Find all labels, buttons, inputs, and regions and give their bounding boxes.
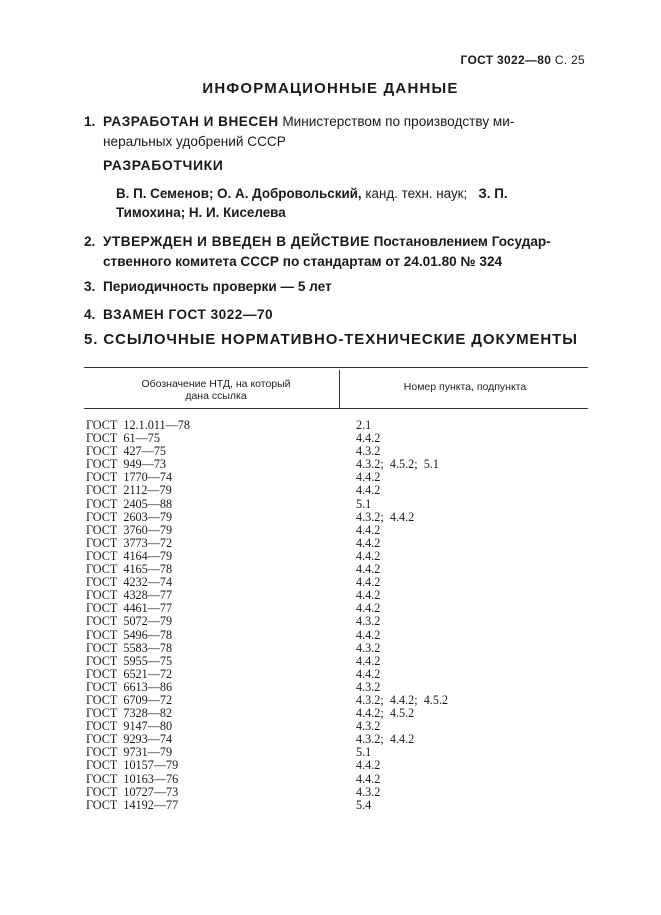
table-column-separator — [339, 370, 340, 408]
table-cell-clause: 4.4.2 — [356, 588, 381, 603]
table-cell-ntd: ГОСТ 6613—86 — [86, 679, 173, 694]
developer-name: Тимохина; — [116, 205, 186, 220]
table-cell-clause: 4.4.2 — [356, 522, 381, 537]
table-cell-clause: 2.1 — [356, 418, 372, 432]
table-cell-ntd: ГОСТ 2603—79 — [86, 509, 173, 524]
table-cell-clause: 4.4.2 — [356, 535, 381, 550]
table-cell-ntd: ГОСТ 6709—72 — [86, 692, 173, 707]
table-cell-clause: 4.3.2; 4.4.2; 4.5.2 — [356, 692, 449, 707]
table-cell-clause: 4.4.2 — [356, 666, 381, 681]
developer-name: О. А. Добровольский, — [217, 186, 362, 201]
table-cell-clause: 4.4.2 — [356, 548, 381, 563]
table-cell-clause: 4.3.2 — [356, 614, 381, 629]
table-cell-ntd: ГОСТ 2112—79 — [86, 483, 172, 498]
section-3-number: 3. — [84, 279, 96, 294]
table-cell-clause: 4.3.2 — [356, 679, 381, 694]
table-cell-ntd: ГОСТ 9731—79 — [86, 745, 173, 760]
table-header-ntd-line2: дана ссылка — [185, 390, 247, 402]
developer-name: З. П. — [478, 186, 508, 201]
table-cell-ntd: ГОСТ 10727—73 — [86, 784, 179, 799]
table-cell-ntd: ГОСТ 4165—78 — [86, 562, 173, 577]
section-4-text: ВЗАМЕН ГОСТ 3022—70 — [103, 307, 274, 322]
table-cell-ntd: ГОСТ 9147—80 — [86, 719, 173, 734]
section-3 — [84, 277, 594, 297]
table-cell-clause: 4.4.2; 4.5.2 — [356, 706, 415, 721]
table-cell-ntd: ГОСТ 3773—72 — [86, 535, 173, 550]
table-cell-ntd: ГОСТ 61—75 — [86, 431, 160, 446]
table-cell-clause: 5.4 — [356, 797, 372, 812]
table-cell-clause: 4.4.2 — [356, 431, 381, 446]
table-top-rule — [84, 367, 588, 368]
section-5-heading: ССЫЛОЧНЫЕ НОРМАТИВНО-ТЕХНИЧЕСКИЕ ДОКУМЕНТЫ — [103, 331, 578, 348]
table-cell-ntd: ГОСТ 4164—79 — [86, 548, 173, 563]
table-cell-ntd: ГОСТ 4461—77 — [86, 601, 173, 616]
developer-name: Н. И. Киселева — [188, 205, 286, 220]
table-cell-clause: 5.1 — [356, 745, 372, 760]
table-cell-clause: 4.3.2; 4.4.2 — [356, 509, 415, 524]
table-cell-ntd: ГОСТ 12.1.011—78 — [86, 418, 190, 432]
table-cell-ntd: ГОСТ 3760—79 — [86, 522, 173, 537]
developers-heading: РАЗРАБОТЧИКИ — [103, 157, 224, 173]
section-1-text-line1: Министерством по производству ми- — [282, 114, 515, 129]
developer-name: В. П. Семенов; — [116, 186, 214, 201]
table-cell-clause: 4.4.2 — [356, 771, 381, 786]
table-cell-ntd: ГОСТ 10157—79 — [86, 758, 179, 773]
table-cell-clause: 4.3.2; 4.4.2 — [356, 732, 415, 747]
section-5-number: 5. — [84, 331, 99, 348]
section-2-text-line1: Постановлением Государ- — [373, 234, 551, 249]
table-cell-ntd: ГОСТ 6521—72 — [86, 666, 173, 681]
table-cell-ntd: ГОСТ 5072—79 — [86, 614, 173, 629]
table-cell-clause: 4.4.2 — [356, 483, 381, 498]
table-cell-ntd: ГОСТ 949—73 — [86, 457, 167, 472]
table-cell-ntd: ГОСТ 5496—78 — [86, 627, 173, 642]
table-cell-ntd: ГОСТ 10163—76 — [86, 771, 179, 786]
table-cell-clause: 4.3.2; 4.5.2; 5.1 — [356, 457, 439, 472]
standard-code: ГОСТ 3022—80 — [460, 53, 552, 67]
table-cell-clause: 4.4.2 — [356, 470, 381, 485]
table-cell-clause: 4.4.2 — [356, 601, 381, 616]
section-1-number: 1. — [84, 114, 96, 129]
table-cell-clause: 4.4.2 — [356, 627, 381, 642]
table-cell-ntd: ГОСТ 5583—78 — [86, 640, 173, 655]
table-header-ntd-line1: Обозначение НТД, на который — [141, 378, 291, 390]
table-cell-clause: 4.4.2 — [356, 653, 381, 668]
section-1-heading: РАЗРАБОТАН И ВНЕСЕН — [103, 114, 279, 129]
section-2 — [84, 232, 594, 272]
developers-list — [116, 184, 596, 222]
table-cell-ntd: ГОСТ 1770—74 — [86, 470, 173, 485]
section-2-text-line2: ственного комитета СССР по стандартам от 24.01.80 № 324 — [103, 254, 503, 269]
table-cell-ntd: ГОСТ 9293—74 — [86, 732, 173, 747]
section-3-text: Периодичность проверки — 5 лет — [103, 279, 332, 294]
page-header — [461, 53, 585, 67]
section-4 — [84, 305, 594, 325]
table-cell-clause: 4.4.2 — [356, 575, 381, 590]
page-number: С. 25 — [554, 53, 585, 67]
table-header-ntd — [100, 378, 332, 402]
section-2-number: 2. — [84, 234, 96, 249]
section-2-heading: УТВЕРЖДЕН И ВВЕДЕН В ДЕЙСТВИЕ — [103, 234, 370, 249]
table-column-clause — [356, 419, 448, 812]
table-cell-clause: 4.3.2 — [356, 784, 381, 799]
table-cell-clause: 4.3.2 — [356, 719, 381, 734]
section-1 — [84, 112, 594, 152]
section-5 — [84, 331, 578, 348]
table-cell-ntd: ГОСТ 4232—74 — [86, 575, 173, 590]
page-title: ИНФОРМАЦИОННЫЕ ДАННЫЕ — [202, 80, 459, 97]
table-cell-clause: 4.4.2 — [356, 758, 381, 773]
table-header-clause: Номер пункта, подпункта — [403, 381, 527, 393]
table-cell-ntd: ГОСТ 5955—75 — [86, 653, 173, 668]
table-cell-ntd: ГОСТ 14192—77 — [86, 797, 179, 812]
table-cell-ntd: ГОСТ 7328—82 — [86, 706, 173, 721]
section-1-text-line2: неральных удобрений СССР — [103, 134, 286, 149]
table-cell-ntd: ГОСТ 427—75 — [86, 444, 167, 459]
table-cell-clause: 4.4.2 — [356, 562, 381, 577]
table-cell-ntd: ГОСТ 4328—77 — [86, 588, 173, 603]
table-column-ntd — [86, 419, 190, 812]
table-cell-clause: 4.3.2 — [356, 444, 381, 459]
table-cell-clause: 5.1 — [356, 496, 372, 511]
academic-degree: канд. техн. наук; — [365, 186, 468, 201]
table-cell-clause: 4.3.2 — [356, 640, 381, 655]
table-cell-ntd: ГОСТ 2405—88 — [86, 496, 173, 511]
table-header-rule — [84, 408, 588, 409]
section-4-number: 4. — [84, 307, 96, 322]
